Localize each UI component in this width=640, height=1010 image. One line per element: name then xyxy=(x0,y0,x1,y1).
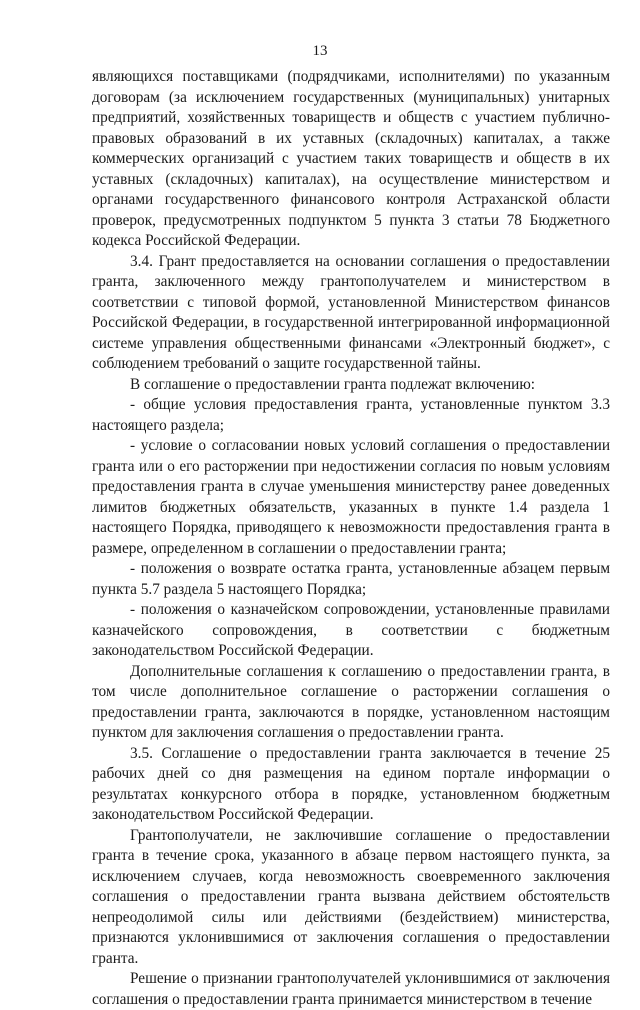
paragraph-continuation: являющихся поставщиками (подрядчиками, исполнителями) по указанным договорам (за исключением государственных (муниципальных) унитарных предприятий, хозяйственных товариществ и обществ с участием публично-правовых образований в их уставных (складочных) капиталах, а также коммерческих организаций с участием таких товариществ и обществ в их уставных (складочных) капиталах), на осуществление министерством и органами государственного финансового контроля Астраханской области проверок, предусмотренных подпунктом 5 пункта 3 статьи 78 Бюджетного кодекса Российской Федерации. xyxy=(92,68,610,249)
document-body xyxy=(92,67,610,1010)
paragraph-decision: Решение о признании грантополучателей уклонившимися от заключения соглашения о предоставлении гранта принимается министерством в течение xyxy=(92,970,610,1008)
paragraph-evaders: Грантополучатели, не заключившие соглашение о предоставлении гранта в течение срока, указанного в абзаце первом настоящего пункта, за исключением случаев, когда невозможность своевременного заключения соглашения о предоставлении гранта вызвана действием обстоятельств непреодолимой силы или действиями (бездействием) министерства, признаются уклонившимися от заключения соглашения о предоставлении гранта. xyxy=(92,826,610,967)
list-item-new-conditions: - условие о согласовании новых условий соглашения о предоставлении гранта или о его расторжении при недостижении согласия по новым условиям предоставления гранта в случае уменьшения министерству ранее доведенных лимитов бюджетных обязательств, указанных в пункте 1.4 раздела 1 настоящего Порядка, приводящего к невозможности предоставления гранта в размере, определенном в соглашении о предоставлении гранта; xyxy=(92,437,610,557)
list-item-remainder-return: - положения о возврате остатка гранта, установленные абзацем первым пункта 5.7 раздела 5 настоящего Порядка; xyxy=(92,560,610,598)
paragraph-agreement-includes: В соглашение о предоставлении гранта подлежат включению: xyxy=(130,375,536,393)
list-item-treasury-support: - положения о казначейском сопровождении, установленные правилами казначейского сопровождения, в соответствии с бюджетным законодательством Российской Федерации. xyxy=(92,601,610,659)
page-number: 13 xyxy=(312,43,328,59)
paragraph-3-5: 3.5. Соглашение о предоставлении гранта заключается в течение 25 рабочих дней со дня размещения на едином портале информации о результатах конкурсного отбора в порядке, установленном бюджетным законодательством Российской Федерации. xyxy=(92,744,610,823)
list-item-general-conditions: - общие условия предоставления гранта, установленные пунктом 3.3 настоящего раздела; xyxy=(92,396,610,434)
paragraph-3-4: 3.4. Грант предоставляется на основании соглашения о предоставлении гранта, заключенного между грантополучателем и министерством в соответствии с типовой формой, установленной Министерством финансов Российской Федерации, в государственной интегрированной информационной системе управления общественными финансами «Электронный бюджет», с соблюдением требований о защите государственной тайны. xyxy=(92,252,610,372)
paragraph-additional-agreements: Дополнительные соглашения к соглашению о предоставлении гранта, в том числе дополнительное соглашение о расторжении соглашения о предоставлении гранта, заключаются в порядке, установленном настоящим пунктом для заключения соглашения о предоставлении гранта. xyxy=(92,662,610,741)
